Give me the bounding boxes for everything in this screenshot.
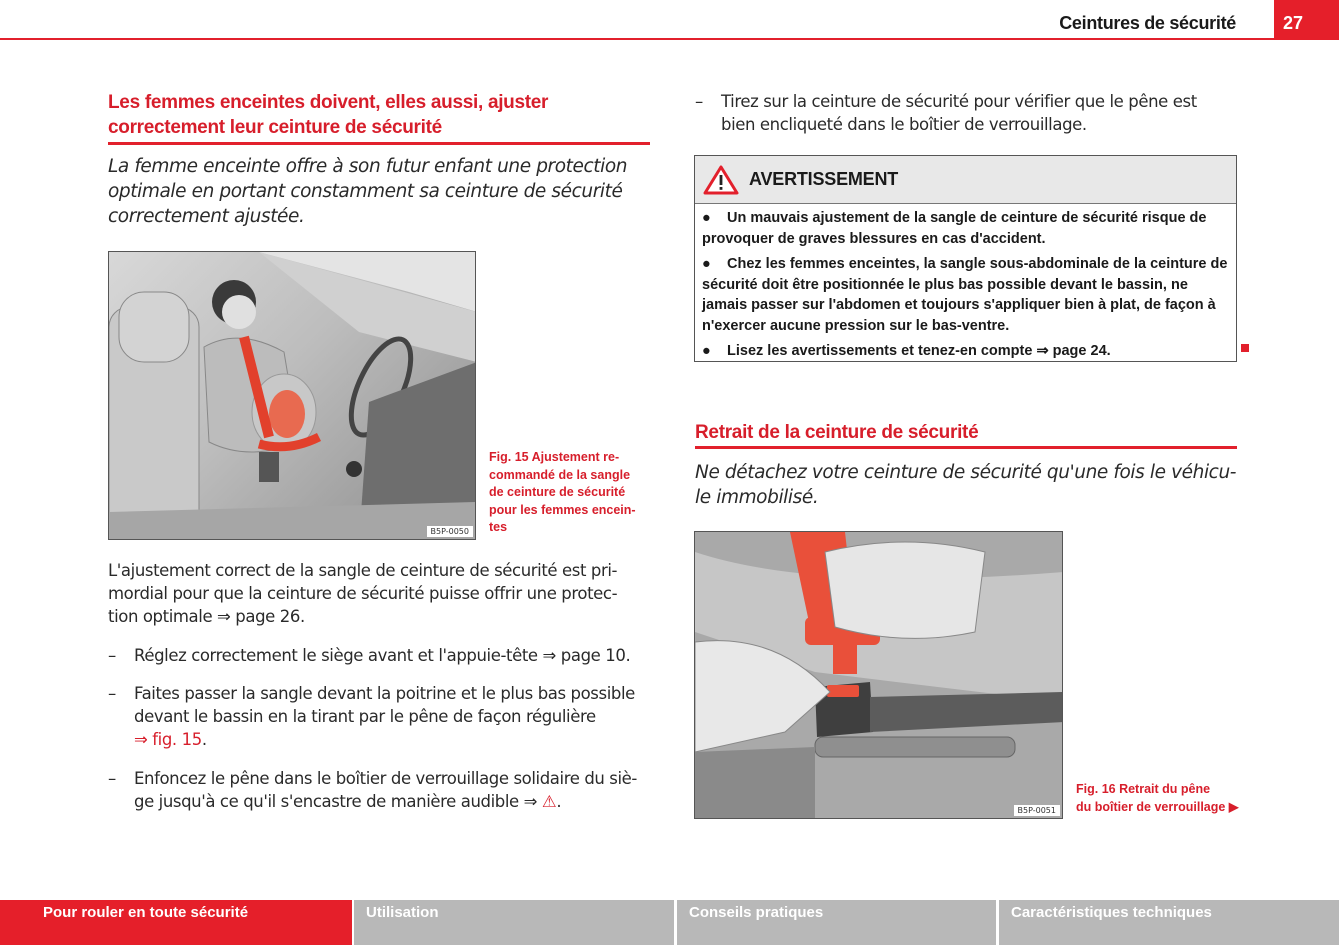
buckle-release-illustration [695, 532, 1063, 819]
caption-line: Fig. 15 Ajustement re- [489, 450, 620, 464]
step-route-belt [108, 682, 658, 751]
step-tail: . [201, 730, 207, 749]
lead-line: le immobilisé. [695, 487, 819, 508]
lead-paragraph-pregnant [108, 154, 653, 229]
step-line: Tirez sur la ceinture de sécurité pour vérifier que le pêne est [721, 92, 1197, 111]
warning-text: Lisez les avertissements et tenez-en compte ⇒ page 24. [727, 343, 1111, 359]
dash-marker: – [108, 684, 116, 703]
caption-line: Fig. 16 Retrait du pêne [1076, 782, 1211, 796]
figure-code: B5P-0051 [1014, 805, 1060, 816]
lead-paragraph-release [695, 460, 1240, 510]
caption-line: commandé de la sangle [489, 467, 631, 482]
tab-technical-specs[interactable]: Caractéristiques techniques [999, 900, 1339, 945]
figure-16-release-buckle [694, 531, 1063, 819]
step-pull-belt [695, 90, 1240, 136]
header-rule [0, 38, 1274, 40]
chapter-nav [0, 900, 1339, 945]
dash-marker: – [108, 646, 116, 665]
figure-15-pregnant-seatbelt [108, 251, 476, 540]
step-line: Enfoncez le pêne dans le boîtier de verrouillage solidaire du siè- [134, 769, 637, 788]
step-tail: . [556, 792, 562, 811]
warning-triangle-icon [703, 165, 739, 195]
paragraph-adjustment [108, 559, 658, 628]
step-line: ge jusqu'à ce qu'il s'encastre de manière audible ⇒ [134, 792, 542, 811]
warning-text: Chez les femmes enceintes, la sangle sous-abdominale de la ceinture de sécurité doit être positionnée le plus bas possible devant le bassin, ne jamais passer sur l'abdomen et toujours s'appliquer bien à plat, de façon à n'exercer aucune pression sur le bas-ventre. [702, 256, 1228, 334]
figure-15-link[interactable]: ⇒ fig. 15 [134, 730, 202, 749]
section-title: Ceintures de sécurité [1059, 13, 1236, 33]
lead-line: correctement ajustée. [108, 206, 305, 227]
caption-line: pour les femmes encein- [489, 502, 636, 517]
warning-ref-icon[interactable]: ⚠ [541, 792, 557, 811]
section-heading-release: Retrait de la ceinture de sécurité [695, 420, 1237, 449]
step-line: Faites passer la sangle devant la poitrine et le plus bas possible [134, 684, 635, 703]
figure-15-caption [489, 449, 654, 537]
paragraph-line: mordial pour que la ceinture de sécurité puisse offrir une protec- [108, 584, 618, 603]
figure-code: B5P-0050 [427, 526, 473, 537]
lead-line: optimale en portant constamment sa ceinture de sécurité [108, 181, 623, 202]
caption-line: tes [489, 520, 508, 534]
warning-box [694, 155, 1237, 362]
heading-line: correctement leur ceinture de sécurité [108, 117, 442, 138]
pregnant-driver-illustration [109, 252, 476, 540]
warning-bullet [702, 254, 1229, 336]
dash-marker: – [695, 92, 703, 111]
step-insert-tongue [108, 767, 658, 813]
figure-16-caption [1076, 781, 1261, 816]
section-heading-pregnant [108, 90, 650, 145]
warning-body [695, 204, 1236, 362]
dash-marker: – [108, 769, 116, 788]
warning-bullet [702, 341, 1229, 362]
warning-bullet [702, 208, 1229, 249]
caption-line: du boîtier de verrouillage [1076, 799, 1226, 814]
bullet-icon: ● [702, 343, 711, 359]
tab-safety[interactable]: Pour rouler en toute sécurité [0, 900, 352, 945]
warning-text: Un mauvais ajustement de la sangle de ceinture de sécurité risque de provoquer de graves blessures en cas d'accident. [702, 210, 1207, 247]
warning-title: AVERTISSEMENT [749, 169, 899, 189]
bullet-icon: ● [702, 210, 711, 226]
warning-header [695, 156, 1236, 204]
heading-line: Les femmes enceintes doivent, elles aussi, ajuster [108, 92, 549, 113]
end-of-section-marker-icon [1241, 344, 1249, 352]
step-line: devant le bassin en la tirant par le pêne de façon régulière [134, 707, 596, 726]
tab-usage[interactable]: Utilisation [354, 900, 674, 945]
bullet-icon: ● [702, 256, 711, 272]
step-adjust-seat [108, 644, 658, 667]
step-line: Réglez correctement le siège avant et l'appuie-tête ⇒ page 10. [134, 646, 631, 665]
continue-arrow-icon: ▶ [1228, 799, 1239, 814]
lead-line: La femme enceinte offre à son futur enfant une protection [108, 156, 628, 177]
paragraph-line: L'ajustement correct de la sangle de ceinture de sécurité est pri- [108, 561, 618, 580]
step-line: bien encliqueté dans le boîtier de verrouillage. [721, 115, 1087, 134]
page-number: 27 [1274, 0, 1339, 40]
paragraph-line: tion optimale ⇒ page 26. [108, 607, 305, 626]
tab-practical-tips[interactable]: Conseils pratiques [677, 900, 996, 945]
lead-line: Ne détachez votre ceinture de sécurité qu'une fois le véhicu- [695, 462, 1237, 483]
caption-line: de ceinture de sécurité [489, 485, 626, 499]
